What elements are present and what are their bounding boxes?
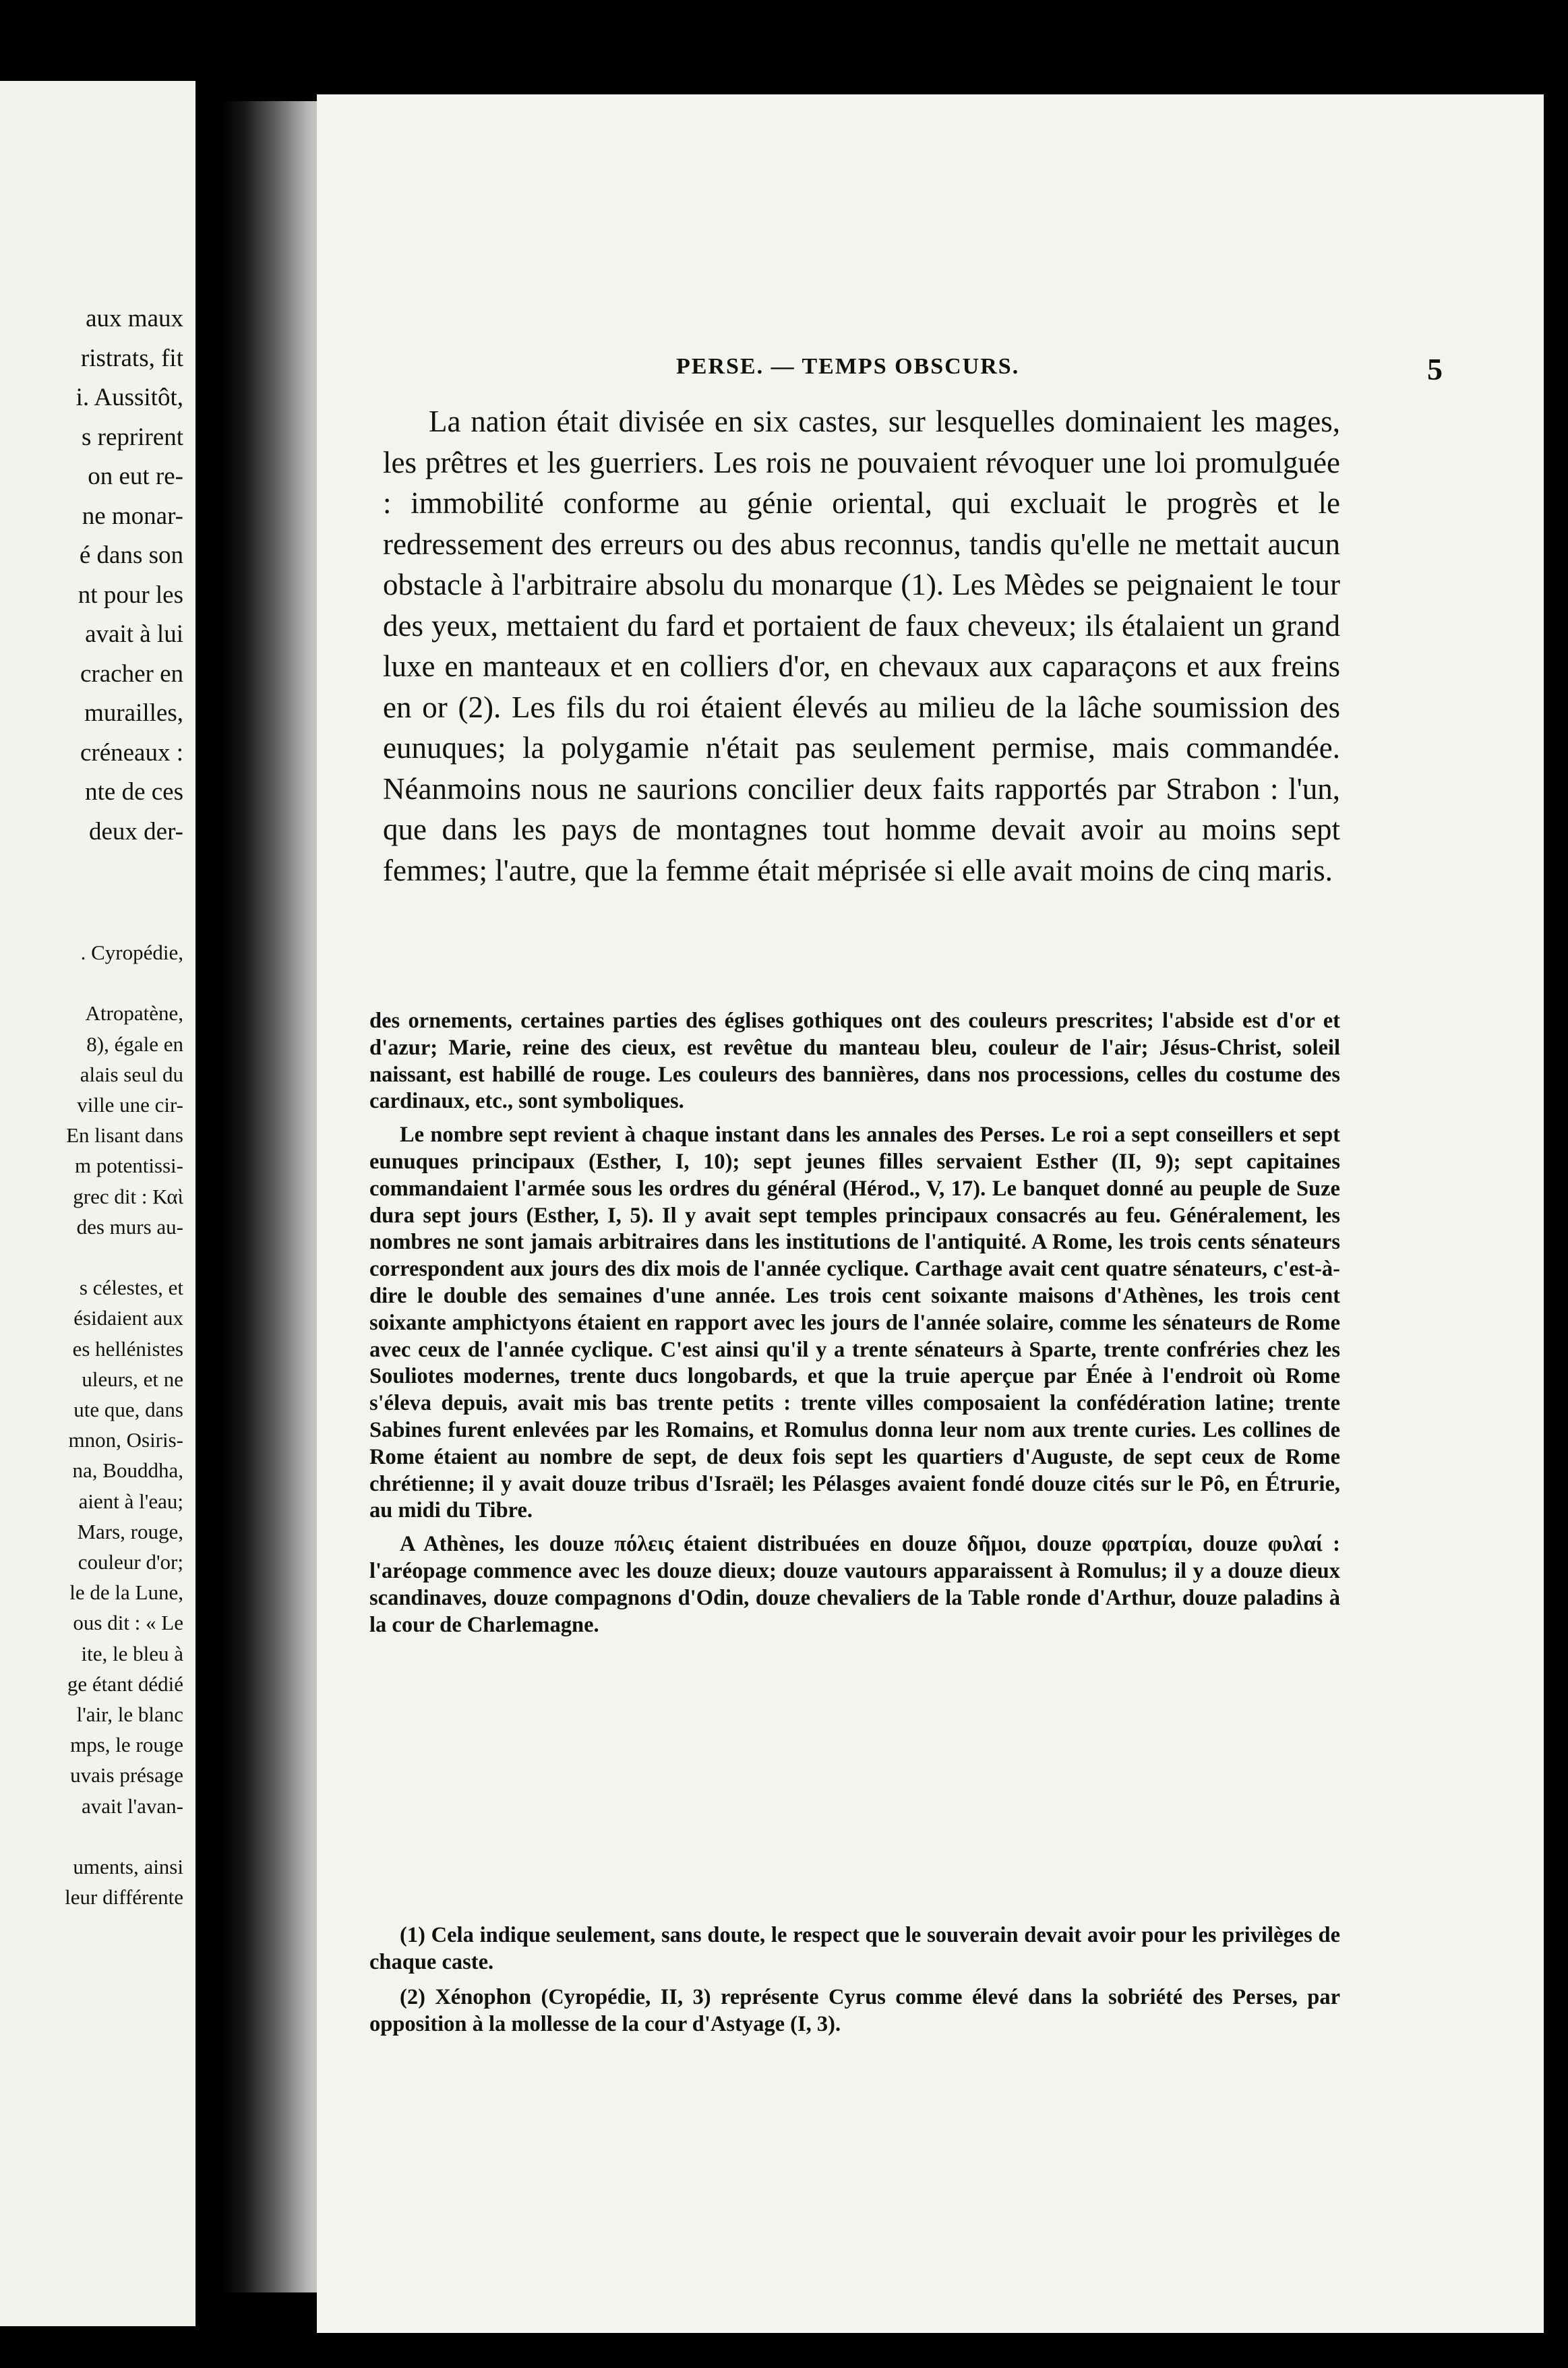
left-page-line: murailles, [84, 699, 183, 727]
left-page-line: créneaux : [80, 738, 183, 767]
left-page-line: ne monar- [82, 502, 183, 530]
left-page-line: cracher en [80, 659, 183, 688]
body-paragraph: La nation était divisée en six castes, sur lesquelles dominaient les mages, les prêtres et les guerriers. Les rois ne pouvaient révoquer une loi promulguée : immobilité conforme au génie oriental, qui excluait le progrès et le redressement des erreurs ou des abus reconnus, tandis qu'elle ne mettait aucun obstacle à l'arbitraire absolu du monarque (1). Les Mèdes se peignaient le tour des yeux, mettaient du fard et portaient de faux cheveux; ils étalaient un grand luxe en manteaux et en colliers d'or, en chevaux aux caparaçons et aux freins en or (2). Les fils du roi étaient élevés au milieu de la lâche soumission des eunuques; la polygamie n'était pas seulement permise, mais commandée. Néanmoins nous ne saurions concilier deux faits rapportés par Strabon : l'un, que dans les pays de montagnes tout homme devait avoir au moins sept femmes; l'autre, que la femme était méprisée si elle avait moins de cinq maris. [383, 405, 1340, 887]
main-text [383, 401, 1340, 891]
left-page-note-line: Mars, rouge, [77, 1519, 183, 1543]
left-page-note-line: mps, le rouge [70, 1733, 183, 1757]
left-page-note-line: des murs au- [76, 1214, 183, 1239]
left-page-note-line: na, Bouddha, [72, 1458, 183, 1483]
left-page-note-line: uleurs, et ne [82, 1367, 183, 1391]
left-page-line: avait à lui [85, 620, 183, 648]
footnote-2: (2) Xénophon (Cyropédie, II, 3) représente Cyrus comme élevé dans la sobriété des Perses, par opposition à la mollesse de la cour d'Astyage (I, 3). [369, 1985, 1340, 2036]
left-page-line: deux der- [89, 817, 183, 846]
left-page-note-line: uvais présage [70, 1763, 183, 1787]
left-page-line: s reprirent [81, 423, 183, 451]
page-number: 5 [1427, 352, 1443, 386]
left-page-line: aux maux [86, 305, 183, 332]
left-page-note-line: aient à l'eau; [78, 1489, 183, 1513]
running-head: PERSE. — TEMPS OBSCURS. [676, 354, 1020, 379]
note-continuation: des ornements, certaines parties des églises gothiques ont des couleurs prescrites; l'abside est d'or et d'azur; Marie, reine des cieux, est revêtue du manteau bleu, couleur de l'air; Jésus-Christ, soleil naissant, est habillé de rouge. Les couleurs des bannières, dans nos processions, celles du costume des cardinaux, etc., sont symboliques. [369, 1009, 1340, 1114]
left-page-note-line: s célestes, et [79, 1276, 183, 1300]
left-page-line: nt pour les [78, 581, 183, 609]
notes-text [369, 1008, 1340, 1645]
left-page-line: nte de ces [85, 778, 183, 806]
footnotes [369, 1922, 1340, 2046]
left-page-fragment [0, 81, 195, 2326]
left-page-note-line: mnon, Osiris- [68, 1428, 183, 1452]
main-page [317, 94, 1544, 2333]
note-paragraph-seven: Le nombre sept revient à chaque instant dans les annales des Perses. Le roi a sept conseillers et sept eunuques principaux (Esther, I, 10); sept jeunes filles servaient Esther (II, 9); sept capitaines commandaient l'armée sous les ordres du général (Hérod., V, 17). Le banquet donné au peuple de Suze dura sept jours (Esther, I, 5). Il y avait sept temples principaux consacrés au feu. Généralement, les nombres ne sont jamais arbitraires dans les institutions de l'antiquité. A Rome, les trois cents sénateurs correspondent aux jours des dix mois de l'année cyclique. Carthage avait cent quatre sénateurs, c'est-à-dire le double des semaines d'une année. Les trois cent soixante maisons d'Athènes, les trois cent soixante amphictyons étaient en rapport avec les jours de l'année solaire, comme les sénateurs de Rome avec ceux de l'année cyclique. C'est ainsi qu'il y a trente sénateurs à Sparte, trente confréries chez les Souliotes modernes, trente ducs longobards, et que la truie aperçue par Énée à l'endroit où Rome s'éleva depuis, avait mis bas trente petits : trente villes composaient la confédération latine; trente Sabines furent enlevées par les Romains, et Romulus donna leur nom aux trente curies. Les collines de Rome étaient au nombre de sept, de deux fois sept les quartiers d'Auguste, de sept ceux de Rome chrétienne; il y avait douze tribus d'Israël; les Pélasges avaient fondé douze cités sur le Pô, en Étrurie, au midi du Tibre. [369, 1123, 1340, 1523]
left-page-note-line: ville une cir- [77, 1093, 183, 1117]
page-header [317, 352, 1544, 386]
left-page-note-line: ge étant dédié [67, 1671, 183, 1696]
left-page-note-line: ésidaient aux [73, 1306, 183, 1330]
left-page-note-line: . Cyropédie, [80, 941, 183, 964]
left-page-note-line: m potentissi- [74, 1154, 183, 1178]
left-page-note-line: ous dit : « Le [73, 1611, 183, 1635]
footnote-1: (1) Cela indique seulement, sans doute, le respect que le souverain devait avoir pour les privilèges de chaque caste. [369, 1923, 1340, 1974]
left-page-note-line: leur différente [65, 1885, 183, 1910]
left-page-note-line: es hellénistes [72, 1336, 183, 1361]
left-page-note-line: Atropatène, [85, 1001, 183, 1026]
left-page-note-line: En lisant dans [66, 1123, 183, 1148]
left-page-line: on eut re- [88, 463, 183, 490]
left-page-note-line: l'air, le blanc [76, 1703, 183, 1726]
left-page-note-line: uments, ainsi [73, 1855, 183, 1878]
left-page-note-line: alais seul du [80, 1062, 183, 1086]
left-page-note-line: ute que, dans [73, 1398, 183, 1421]
left-page-note-line: avait l'avan- [81, 1794, 183, 1818]
left-page-line: ristrats, fit [80, 344, 183, 372]
left-page-note-line: 8), égale en [86, 1032, 183, 1056]
left-page-note-line: couleur d'or; [78, 1550, 183, 1574]
left-page-line: i. Aussitôt, [76, 384, 183, 411]
left-page-note-line: ite, le bleu à [81, 1641, 183, 1665]
left-page-line: é dans son [79, 541, 183, 569]
left-page-note-line: grec dit : Καὶ [73, 1184, 183, 1208]
left-page-note-line: le de la Lune, [69, 1580, 183, 1605]
note-paragraph-twelve: A Athènes, les douze πόλεις étaient distribuées en douze δῆμοι, douze φρατρίαι, douze φυλαί : l'aréopage commence avec les douze dieux; douze vautours apparaissent à Romulus; il y a douze dieux scandinaves, douze compagnons d'Odin, douze chevaliers de la Table ronde d'Arthur, douze paladins à la cour de Charlemagne. [369, 1532, 1340, 1637]
